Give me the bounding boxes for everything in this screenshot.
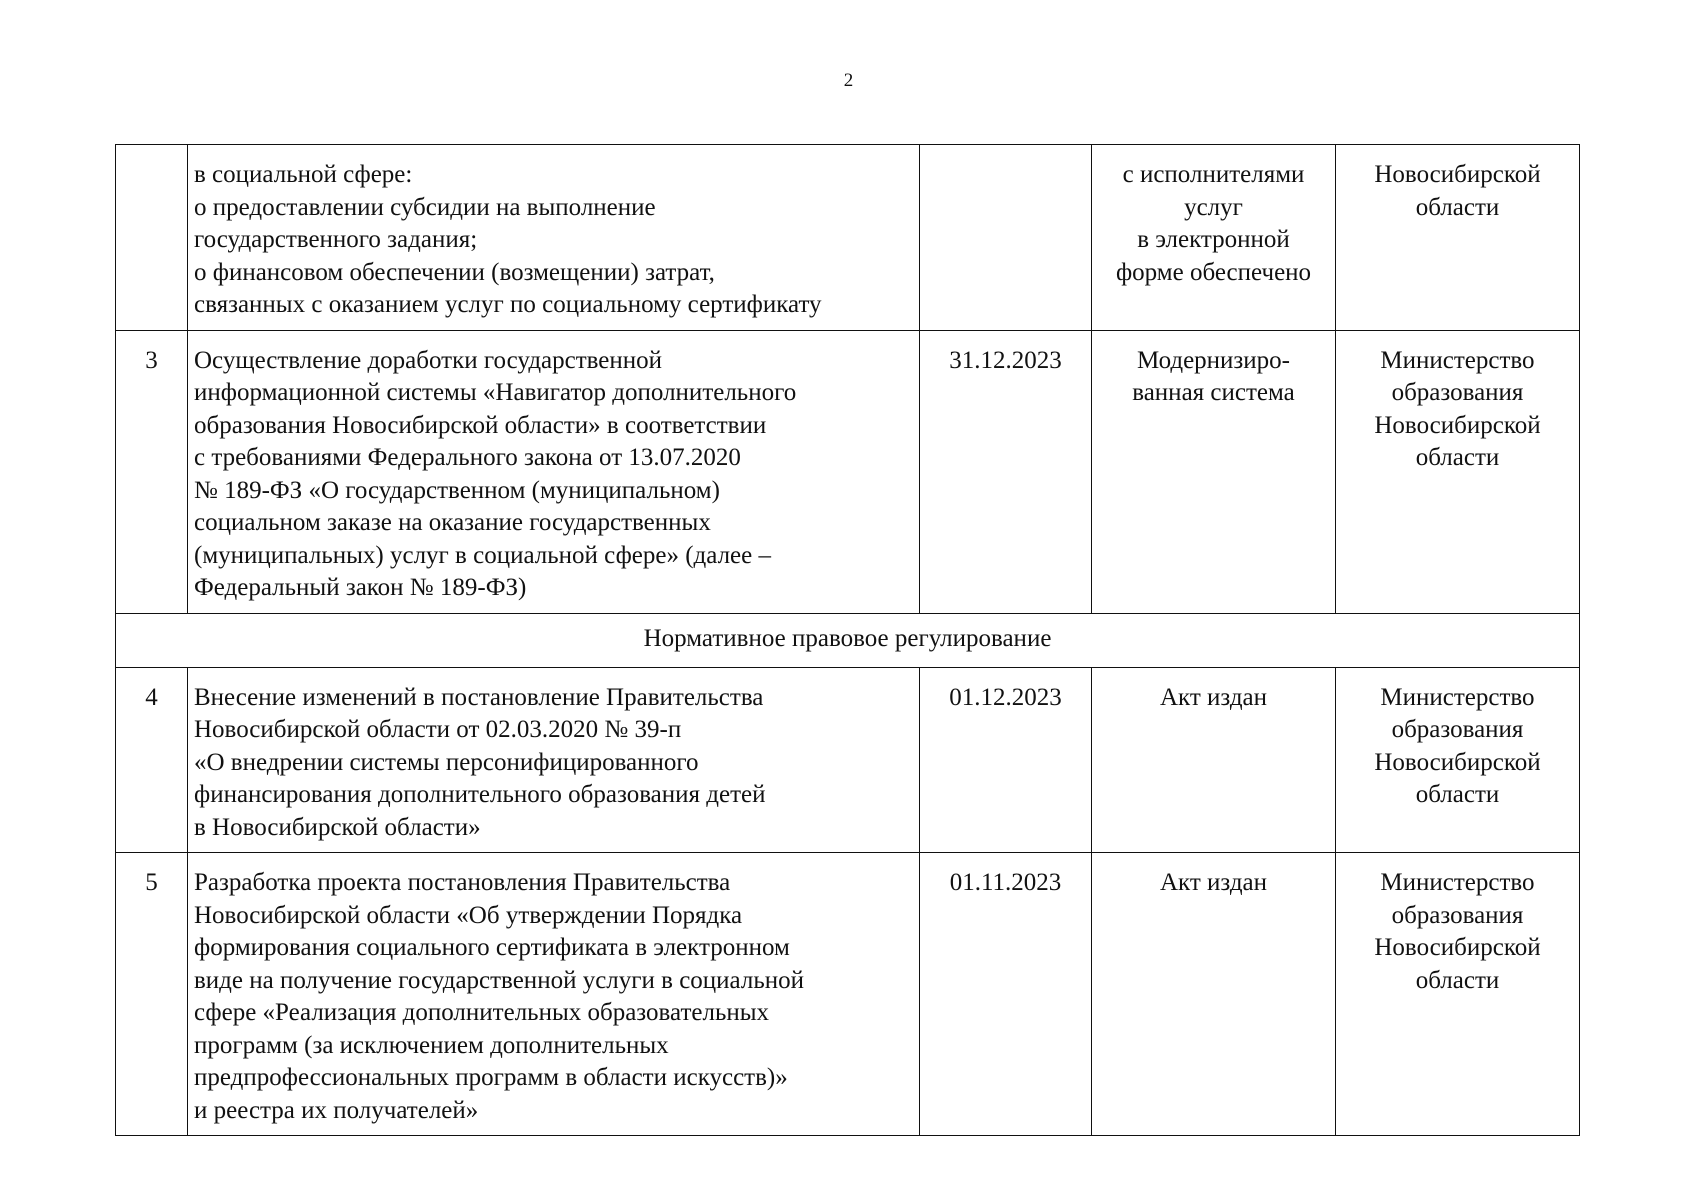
text-line: Новосибирской [1374,934,1541,961]
text-line: области [1415,193,1500,221]
text-line: Новосибирской области «Об утверждении Порядка [194,901,743,929]
text-line: Федеральный закон № 189-ФЗ) [194,574,527,601]
text-line: № 189-ФЗ «О государственном (муниципальном) [194,476,720,504]
measure-description [188,853,920,1136]
text-line: с исполнителями [1122,161,1305,188]
text-line: финансирования дополнительного образования детей [194,781,766,808]
measure-description [188,667,920,853]
text-line: информационной системы «Навигатор дополнительного [194,379,797,406]
section-heading: Нормативное правовое регулирование [116,613,1580,667]
text-line: «О внедрении системы персонифицированного [194,748,699,776]
text-line: программ (за исключением дополнительных [194,1031,669,1059]
text-line: Акт издан [1159,869,1268,896]
text-line: (муниципальных) услуг в социальной сфере» (далее – [194,541,771,569]
text-line: Внесение изменений в постановление Правительства [194,683,764,711]
section-heading-row [116,613,1580,667]
responsible-executor [1336,853,1580,1136]
measure-description [188,145,920,331]
text-line: в Новосибирской области» [194,813,481,841]
row-number: 3 [116,330,188,613]
text-line: образования [1391,716,1524,743]
measure-description [188,330,920,613]
table-row [116,330,1580,613]
row-number: 5 [116,853,188,1136]
text-line: и реестра их получателей» [194,1096,479,1124]
text-line: предпрофессиональных программ в области искусств)» [194,1064,788,1091]
row-number [116,145,188,331]
responsible-executor [1336,145,1580,331]
text-line: виде на получение государственной услуги в социальной [194,966,805,994]
text-line: Акт издан [1159,683,1268,711]
expected-result [1092,145,1336,331]
text-line: в электронной [1137,226,1290,253]
text-line: Новосибирской [1374,748,1541,776]
text-line: услуг [1184,193,1243,221]
text-line: государственного задания; [194,226,478,253]
text-line: сфере «Реализация дополнительных образовательных [194,999,770,1026]
text-line: ванная система [1132,379,1295,406]
deadline-date: 31.12.2023 [920,330,1092,613]
page-number: 2 [843,70,854,91]
text-line: Новосибирской [1374,411,1541,439]
deadline-date: 01.12.2023 [920,667,1092,853]
text-line: Модернизиро- [1136,346,1291,374]
expected-result [1092,667,1336,853]
text-line: области [1415,781,1500,808]
text-line: Министерство [1380,869,1535,896]
text-line: в социальной сфере: [194,161,413,188]
text-line: Министерство [1380,683,1535,711]
text-line: образования Новосибирской области» в соответствии [194,411,767,439]
text-line: области [1415,966,1500,994]
responsible-executor [1336,667,1580,853]
responsible-executor [1336,330,1580,613]
deadline-date [920,145,1092,331]
expected-result [1092,853,1336,1136]
row-number: 4 [116,667,188,853]
text-line: связанных с оказанием услуг по социальному сертификату [194,291,822,318]
measures-table [115,144,1580,1136]
text-line: форме обеспечено [1115,258,1312,286]
text-line: формирования социального сертификата в электронном [194,934,790,961]
table-row [116,667,1580,853]
text-line: образования [1391,379,1524,406]
text-line: с требованиями Федерального закона от 13.07.2020 [194,444,741,471]
text-line: Осуществление доработки государственной [194,346,663,374]
text-line: о предоставлении субсидии на выполнение [194,193,656,221]
text-line: Разработка проекта постановления Правительства [194,869,731,896]
table-row [116,145,1580,331]
deadline-date: 01.11.2023 [920,853,1092,1136]
text-line: Новосибирской области от 02.03.2020 № 39-п [194,716,682,743]
text-line: Новосибирской [1374,161,1541,188]
text-line: Министерство [1380,346,1535,374]
table-row [116,853,1580,1136]
text-line: образования [1391,901,1524,929]
text-line: социальном заказе на оказание государственных [194,509,711,536]
expected-result [1092,330,1336,613]
text-line: области [1415,444,1500,471]
text-line: о финансовом обеспечении (возмещении) затрат, [194,258,715,286]
